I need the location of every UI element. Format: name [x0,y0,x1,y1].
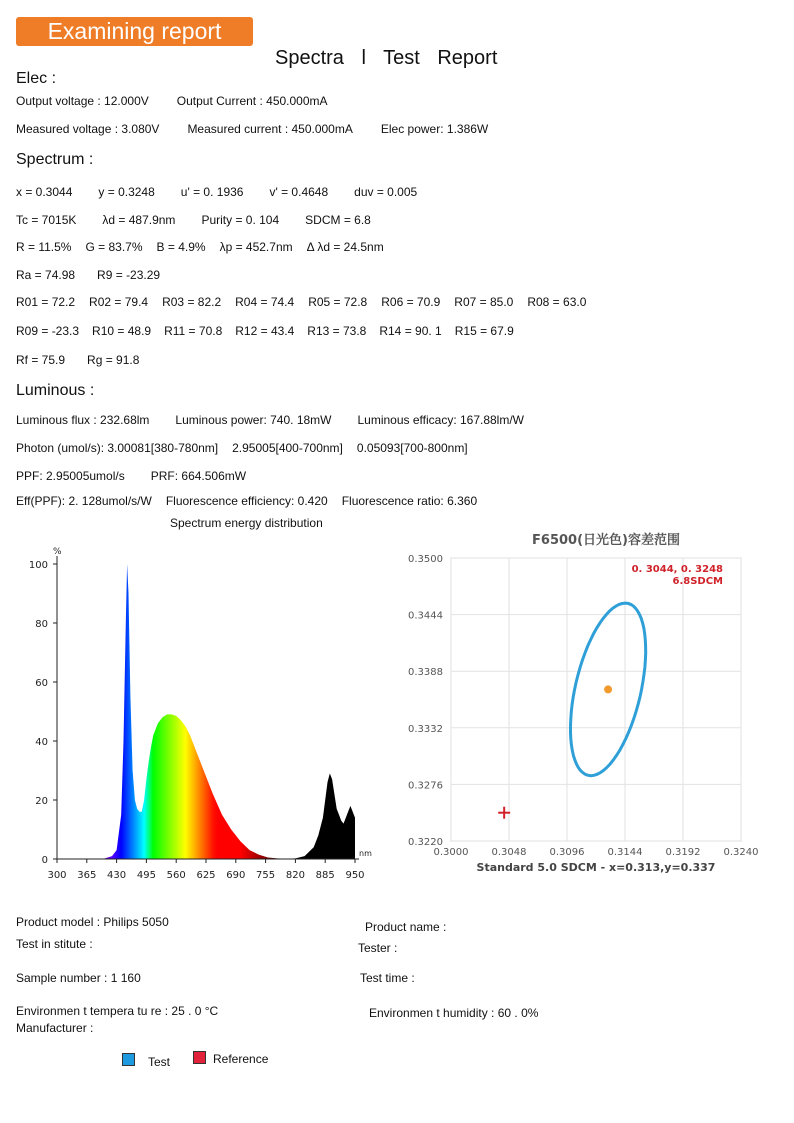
x-tick-label: 365 [77,870,97,881]
elec-row-1 [16,94,356,108]
manufacturer: Manufacturer : [16,1021,94,1035]
spectrum-value: R15 = 67.9 [454,324,514,338]
spectrum-value: y = 0.3248 [98,185,155,199]
spectrum-value: Rf = 75.9 [16,353,66,367]
luminous-value: Luminous efficacy: 167.88lm/W [357,413,525,427]
spectrum-value: R13 = 73.8 [307,324,367,338]
environment-humidity: Environmen t humidity : 60 . 0% [369,1006,539,1020]
y-tick-label: 20 [35,796,48,807]
y-tick-label: 0.3444 [408,610,443,622]
y-tick-label: 0.3220 [408,837,443,848]
measured-voltage: Measured voltage : 3.080V [16,122,160,136]
spectrum-value: R9 = -23.29 [97,268,161,282]
spectrum-value: B = 4.9% [156,240,206,254]
y-tick-label: 0.3332 [408,723,443,735]
test-time: Test time : [360,971,415,985]
y-tick-label: 0 [41,855,48,866]
luminous-value: Luminous power: 740. 18mW [175,413,332,427]
spectrum-value: R07 = 85.0 [454,295,514,309]
x-tick-label: 690 [226,870,246,881]
report-banner: Examining report [16,17,253,46]
spectrum-value: v' = 0.4648 [269,185,329,199]
x-tick-label: 495 [136,870,156,881]
product-model: Product model : Philips 5050 [16,915,169,929]
spectrum-value: Purity = 0. 104 [201,213,280,227]
x-tick-label: 950 [345,870,365,881]
x-tick-label: 430 [107,870,127,881]
spectrum-area [94,564,355,859]
environment-temperature: Environmen t tempera tu re : 25 . 0 °C [16,1004,219,1018]
x-tick-label: 820 [285,870,305,881]
y-tick-label: 60 [35,678,48,689]
report-title: Spectra l Test Report [275,47,498,69]
spectrum-value: G = 83.7% [85,240,143,254]
spectrum-value: SDCM = 6.8 [305,213,371,227]
tolerance-chart-caption: Standard 5.0 SDCM - x=0.313,y=0.337 [476,861,716,874]
spectrum-row-4 [16,268,182,282]
x-tick-label: 0.3192 [665,847,701,858]
output-voltage: Output voltage : 12.000V [16,94,149,108]
spectrum-value: R01 = 72.2 [16,295,76,309]
luminous-value: Photon (umol/s): 3.00081[380-780nm] [16,441,219,455]
spectrum-value: Δ λd = 24.5nm [306,240,384,254]
standard-center-point [604,685,612,693]
luminous-value: Eff(PPF): 2. 128umol/s/W [16,494,152,508]
spectrum-row-7 [16,353,161,367]
x-tick-label: 0.3096 [549,847,585,858]
spectrum-value: R03 = 82.2 [162,295,222,309]
x-tick-label: 625 [196,870,216,881]
spectrum-value: λp = 452.7nm [219,240,293,254]
luminous-row-1 [16,413,550,427]
output-current: Output Current : 450.000mA [176,94,328,108]
point-coordinate-label: 0. 3044, 0. 3248 [631,564,723,575]
x-axis-unit: nm [359,849,372,858]
point-sdcm-label: 6.8SDCM [672,576,723,587]
spectrum-heading: Spectrum : [16,151,94,168]
test-legend-swatch [122,1053,135,1066]
spectrum-value: R = 11.5% [16,240,72,254]
spectrum-value: R12 = 43.4 [235,324,295,338]
spectrum-row-2 [16,213,397,227]
elec-heading: Elec : [16,70,57,87]
y-tick-label: 0.3388 [408,667,443,679]
test-institute: Test in stitute : [16,937,93,951]
reference-legend-label: Reference [213,1052,269,1066]
luminous-value: Fluorescence efficiency: 0.420 [165,494,328,508]
x-tick-label: 300 [47,870,67,881]
luminous-value: PPF: 2.95005umol/s [16,469,125,483]
spectrum-value: R09 = -23.3 [16,324,80,338]
spectrum-value: R14 = 90. 1 [379,324,442,338]
x-tick-label: 560 [166,870,186,881]
elec-power: Elec power: 1.386W [380,122,489,136]
spectrum-value: duv = 0.005 [354,185,418,199]
product-name: Product name : [365,920,447,934]
spd-caption: Spectrum energy distribution [170,516,323,530]
spectrum-value: λd = 487.9nm [102,213,176,227]
luminous-value: 0.05093[700-800nm] [356,441,468,455]
y-tick-label: 0.3276 [408,780,443,792]
tolerance-chart-title: F6500(日光色)容差范围 [532,533,680,548]
spectrum-value: u' = 0. 1936 [180,185,244,199]
test-legend-label: Test [148,1055,171,1069]
x-tick-label: 755 [256,870,276,881]
y-tick-label: 40 [35,737,48,748]
spectrum-row-6 [16,324,527,338]
y-axis-unit: % [53,547,62,557]
luminous-value: 2.95005[400-700nm] [232,441,343,455]
luminous-value: PRF: 664.506mW [150,469,247,483]
luminous-row-4 [16,494,491,508]
y-tick-label: 80 [35,619,48,630]
plot-frame [451,558,741,841]
spectrum-value: R02 = 79.4 [89,295,149,309]
spectrum-value: R04 = 74.4 [235,295,295,309]
sample-number: Sample number : 1 160 [16,971,141,985]
spectrum-row-1 [16,185,443,199]
x-tick-label: 0.3000 [433,847,469,858]
spectrum-value: x = 0.3044 [16,185,73,199]
spectrum-row-5 [16,295,600,309]
x-tick-label: 0.3048 [491,847,527,858]
tolerance-chart [395,528,785,883]
spectrum-value: Rg = 91.8 [87,353,140,367]
x-tick-label: 885 [315,870,335,881]
reference-legend-swatch [193,1051,206,1064]
luminous-value: Luminous flux : 232.68lm [16,413,150,427]
spectrum-value: Ra = 74.98 [16,268,76,282]
elec-row-2 [16,122,516,136]
spectrum-value: R11 = 70.8 [164,324,223,338]
spectrum-row-3 [16,240,398,254]
spectrum-value: Tc = 7015K [16,213,77,227]
spectrum-value: R05 = 72.8 [308,295,368,309]
luminous-heading: Luminous : [16,382,95,399]
measured-current: Measured current : 450.000mA [187,122,353,136]
spectrum-value: R10 = 48.9 [92,324,152,338]
spectrum-value: R08 = 63.0 [527,295,587,309]
spectrum-chart [10,540,380,890]
luminous-value: Fluorescence ratio: 6.360 [341,494,478,508]
luminous-row-3 [16,469,272,483]
y-tick-label: 100 [28,560,48,571]
spectrum-value: R06 = 70.9 [381,295,441,309]
y-tick-label: 0.3500 [408,554,443,565]
luminous-row-2 [16,441,482,455]
x-tick-label: 0.3144 [607,847,643,858]
x-tick-label: 0.3240 [723,847,759,858]
tester: Tester : [358,941,398,955]
